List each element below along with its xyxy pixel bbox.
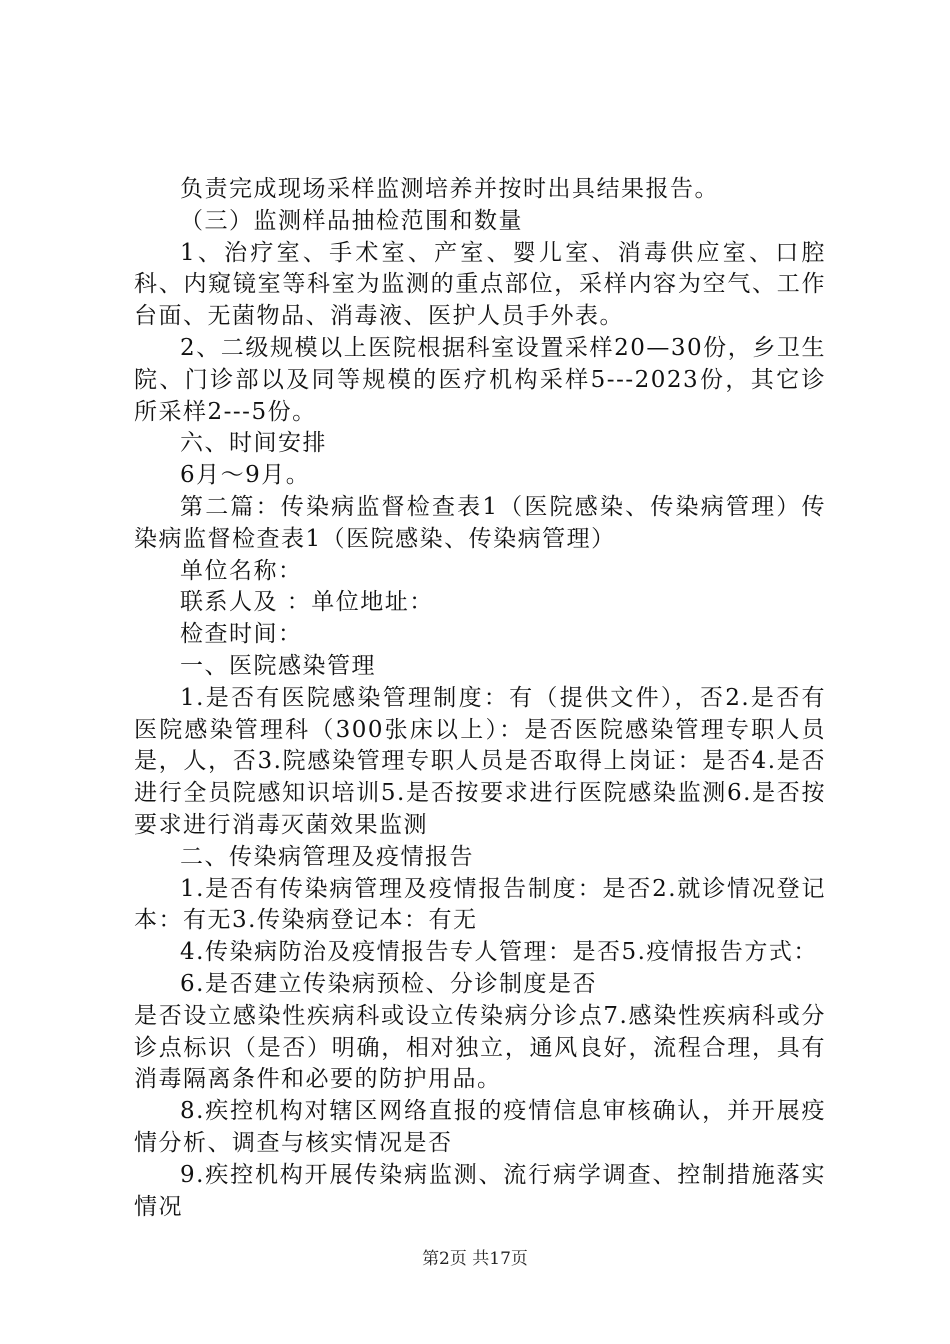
form-field-inspection-time: 检查时间： [180, 621, 303, 648]
section-heading: 一、医院感染管理 [180, 652, 376, 679]
paragraph: 2、二级规模以上医院根据科室设置采样20—30份，乡卫生院、门诊部以及同等规模的医疗机构采样5---2023份，其它诊所采样2---5份。 [134, 334, 826, 425]
page-footer: 第2页 共17页 [422, 1249, 528, 1269]
form-field-unit-name: 单位名称： [180, 557, 303, 584]
section-heading: 二、传染病管理及疫情报告 [180, 843, 474, 870]
paragraph: 8.疾控机构对辖区网络直报的疫情信息审核确认，并开展疫情分析、调查与核实情况是否 [134, 1098, 826, 1156]
section-heading: （三）监测样品抽检范围和数量 [180, 207, 523, 234]
paragraph: 1.是否有传染病管理及疫情报告制度：是否2.就诊情况登记本：有无3.传染病登记本：有无 [134, 875, 826, 934]
paragraph: 1、治疗室、手术室、产室、婴儿室、消毒供应室、口腔科、内窥镜室等科室为监测的重点部位，采样内容为空气、工作台面、无菌物品、消毒液、医护人员手外表。 [134, 239, 826, 330]
paragraph: 负责完成现场采样监测培养并按时出具结果报告。 [180, 176, 719, 202]
form-field-contact-address: 联系人及 ：单位地址： [180, 589, 434, 616]
chapter-title: 第二篇：传染病监督检查表1（医院感染、传染病管理）传染病监督检查表1（医院感染、传染病管理） [134, 493, 826, 552]
paragraph: 6.是否建立传染病预检、分诊制度是否 [180, 970, 597, 997]
paragraph: 4.传染病防治及疫情报告专人管理：是否5.疫情报告方式： [180, 939, 818, 966]
section-heading: 六、时间安排 [180, 430, 327, 457]
paragraph: 1.是否有医院感染管理制度：有（提供文件），否2.是否有医院感染管理科（300张床以上）：是否医院感染管理专职人员是，人，否3.院感染管理专职人员是否取得上岗证：是否4.是否进行全员院感知识培训5.是否按要求进行医院感染监测6.是否按要求进行消毒灭菌效果监测 [134, 684, 826, 838]
paragraph: 是否设立感染性疾病科或设立传染病分诊点7.感染性疾病科或分诊点标识（是否）明确，相对独立，通风良好，流程合理，具有消毒隔离条件和必要的防护用品。 [134, 1002, 826, 1093]
document-body [134, 174, 826, 1223]
paragraph: 6月～9月。 [180, 462, 311, 489]
paragraph: 9.疾控机构开展传染病监测、流行病学调查、控制措施落实情况 [134, 1161, 826, 1220]
